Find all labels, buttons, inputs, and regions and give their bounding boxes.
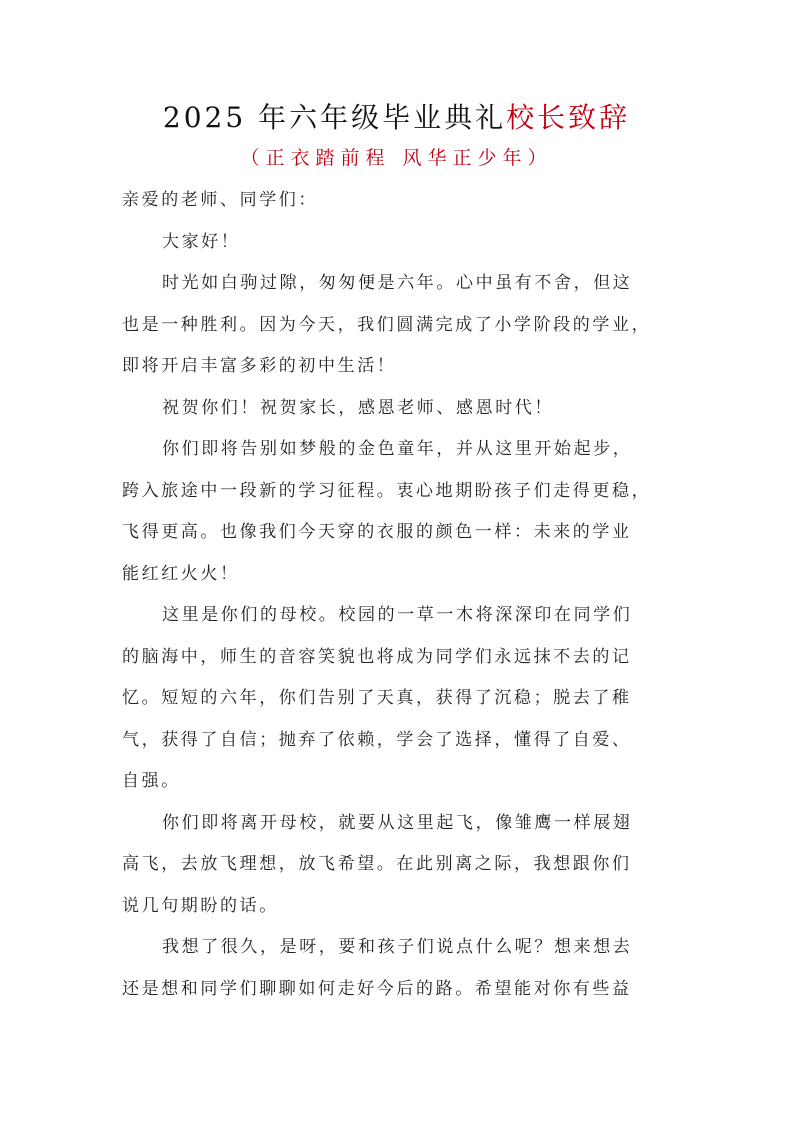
page-title [0, 96, 793, 136]
text-line: 高飞，去放飞理想，放飞希望。在此别离之际，我想跟你们 [122, 854, 632, 874]
text-line: 气，获得了自信；抛弃了依赖，学会了选择，懂得了自爱、 [122, 729, 632, 750]
text-line: 飞得更高。也像我们今天穿的衣服的颜色一样：未来的学业 [122, 522, 632, 542]
text-line: 祝贺你们！祝贺家长，感恩老师、感恩时代！ [162, 397, 554, 418]
text-line: 这里是你们的母校。校园的一草一木将深深印在同学们 [162, 605, 633, 625]
text-line: 的脑海中，师生的音容笑貌也将成为同学们永远抹不去的记 [122, 646, 632, 667]
page-subtitle: （正衣踏前程 风华正少年） [240, 147, 553, 169]
text-line: 亲爱的老师、同学们： [122, 190, 318, 210]
text-line: 即将开启丰富多彩的初中生活！ [122, 356, 397, 376]
text-line: 时光如白驹过隙，匆匆便是六年。心中虽有不舍，但这 [162, 273, 633, 293]
text-line: 我想了很久，是呀，要和孩子们说点什么呢？想来想去 [162, 937, 633, 957]
text-line: 你们即将离开母校，就要从这里起飞，像雏鹰一样展翅 [162, 812, 633, 833]
text-line: 你们即将告别如梦般的金色童年，并从这里开始起步， [162, 439, 633, 459]
text-line: 能红红火火！ [122, 563, 240, 584]
text-line: 说几句期盼的话。 [122, 895, 279, 916]
text-line: 大家好！ [162, 231, 241, 252]
text-line: 也是一种胜利。因为今天，我们圆满完成了小学阶段的学业， [122, 314, 652, 335]
text-line: 跨入旅途中一段新的学习征程。衷心地期盼孩子们走得更稳， [122, 480, 652, 501]
speech-body [122, 186, 678, 1016]
title-main: 2025 年六年级毕业典礼 [162, 101, 507, 134]
text-line: 还是想和同学们聊聊如何走好今后的路。希望能对你有些益 [122, 978, 632, 999]
title-highlight: 校长致辞 [506, 101, 631, 134]
text-line: 自强。 [122, 771, 181, 791]
text-line: 忆。短短的六年，你们告别了天真，获得了沉稳；脱去了稚 [122, 688, 632, 708]
